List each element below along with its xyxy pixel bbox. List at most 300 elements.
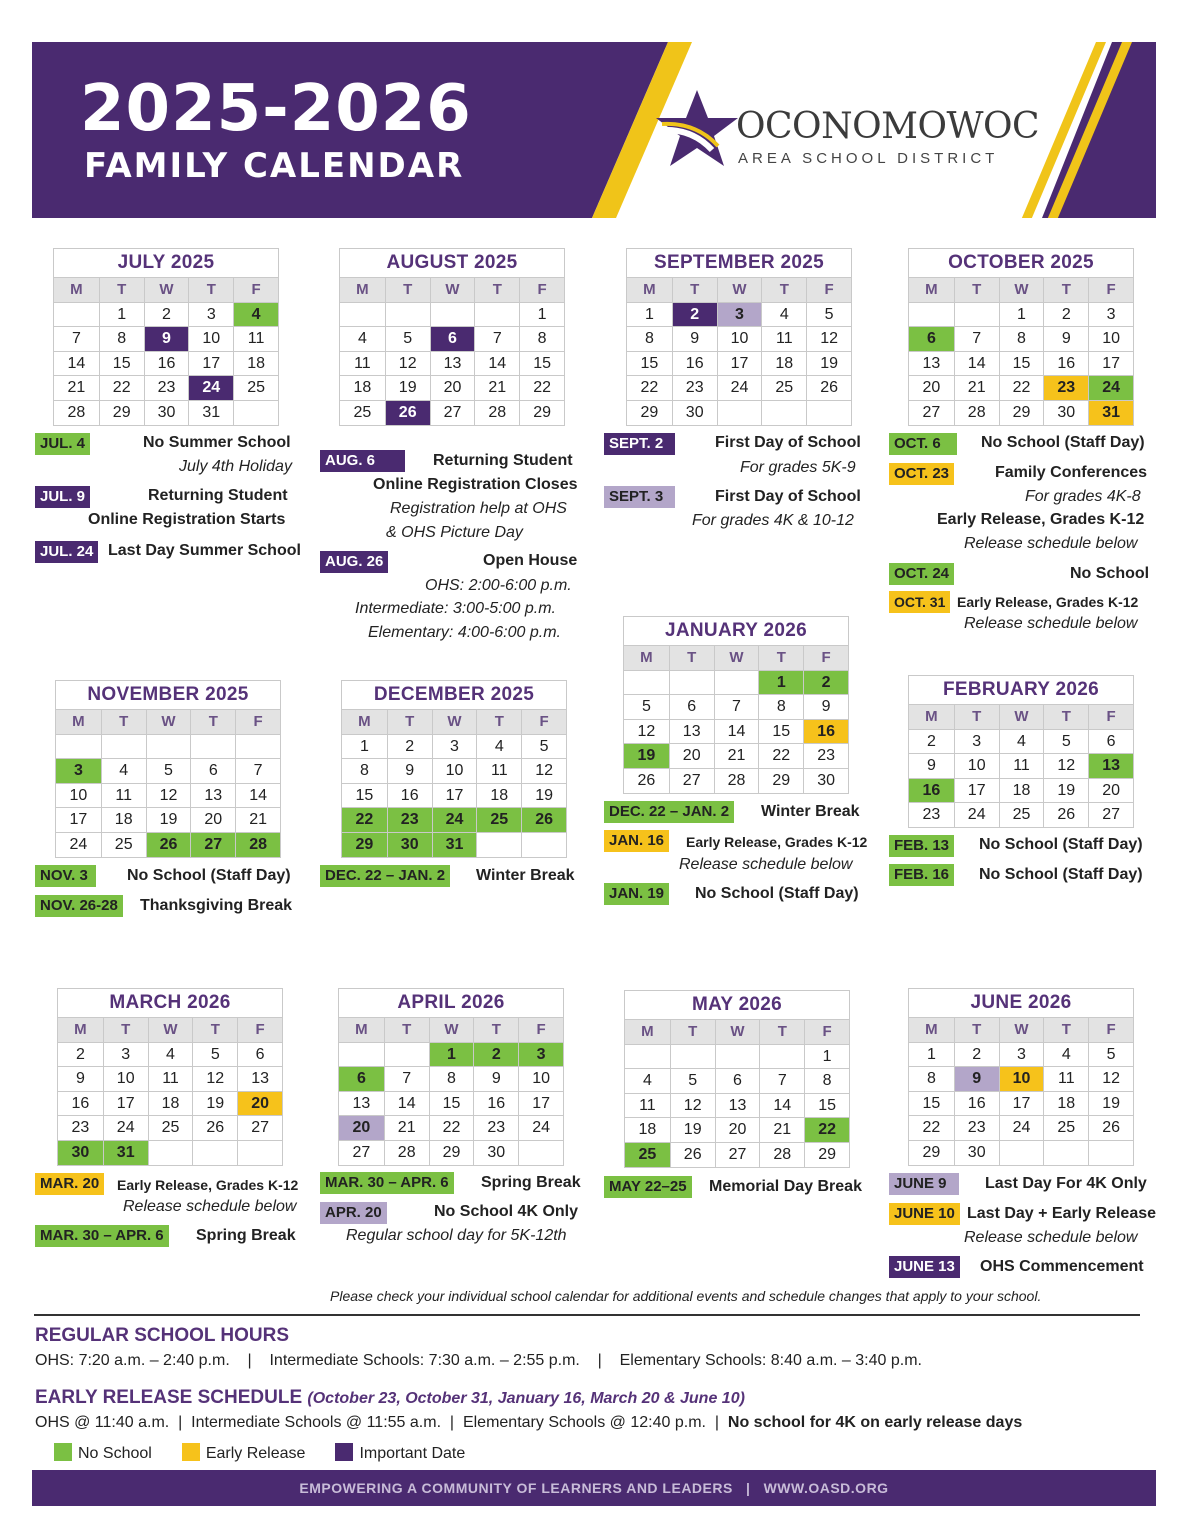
event-tag bbox=[320, 450, 405, 472]
day-cell: 17 bbox=[188, 351, 233, 376]
day-cell: 8 bbox=[627, 326, 672, 351]
date-tag: SEPT. 2 bbox=[604, 433, 675, 455]
calendar-june-2026 bbox=[908, 988, 1134, 1166]
day-cell bbox=[761, 400, 806, 425]
weekday-header: M bbox=[340, 277, 385, 302]
early-release-line bbox=[35, 1414, 1022, 1432]
date-tag: NOV. 26-28 bbox=[35, 895, 123, 917]
day-cell: 15 bbox=[804, 1093, 849, 1118]
day-cell bbox=[476, 832, 521, 857]
event-tag bbox=[889, 563, 954, 585]
day-cell: 16 bbox=[672, 351, 717, 376]
day-cell: 26 bbox=[521, 807, 566, 832]
day-cell: 20 bbox=[339, 1115, 384, 1140]
day-cell: 6 bbox=[237, 1042, 282, 1067]
day-cell bbox=[192, 1140, 237, 1165]
day-cell: 15 bbox=[909, 1091, 954, 1116]
day-cell: 19 bbox=[1088, 1091, 1133, 1116]
day-cell: 1 bbox=[429, 1042, 474, 1067]
weekday-header: T bbox=[101, 709, 146, 734]
weekday-header: T bbox=[192, 1017, 237, 1042]
day-cell: 5 bbox=[670, 1068, 715, 1093]
weekday-header: F bbox=[233, 277, 278, 302]
event-text: Winter Break bbox=[476, 867, 575, 884]
calendar-grid bbox=[909, 1017, 1133, 1165]
day-cell: 27 bbox=[909, 400, 954, 425]
date-tag: JUL. 24 bbox=[35, 541, 98, 563]
date-tag: MAR. 30 – APR. 6 bbox=[320, 1172, 454, 1194]
day-cell: 13 bbox=[339, 1091, 384, 1116]
day-cell: 5 bbox=[806, 302, 851, 327]
date-tag: JUL. 9 bbox=[35, 486, 90, 508]
day-cell: 12 bbox=[192, 1066, 237, 1091]
day-cell: 9 bbox=[803, 694, 848, 719]
day-cell: 17 bbox=[103, 1091, 148, 1116]
calendar-july-2025 bbox=[53, 248, 279, 426]
day-cell: 18 bbox=[233, 351, 278, 376]
day-cell: 25 bbox=[625, 1142, 670, 1167]
calendar-title: MARCH 2026 bbox=[109, 992, 231, 1013]
day-cell bbox=[1088, 1140, 1133, 1165]
calendar-november-2025 bbox=[55, 680, 281, 858]
day-cell: 26 bbox=[385, 400, 430, 425]
day-cell: 25 bbox=[761, 375, 806, 400]
weekday-header: T bbox=[670, 1019, 715, 1044]
weekday-header: M bbox=[339, 1017, 384, 1042]
weekday-header: M bbox=[909, 704, 954, 729]
day-cell: 21 bbox=[474, 375, 519, 400]
event-tag bbox=[35, 1225, 169, 1247]
day-cell: 30 bbox=[387, 832, 432, 857]
day-cell: 4 bbox=[148, 1042, 193, 1067]
day-cell: 17 bbox=[432, 783, 477, 808]
hours-heading: REGULAR SCHOOL HOURS bbox=[35, 1325, 290, 1346]
event-tag bbox=[604, 486, 675, 508]
day-cell: 24 bbox=[518, 1115, 563, 1140]
day-cell bbox=[999, 1140, 1044, 1165]
calendar-title: DECEMBER 2025 bbox=[373, 684, 535, 705]
calendar-august-2025 bbox=[339, 248, 565, 426]
weekday-header: F bbox=[1088, 277, 1133, 302]
day-cell: 20 bbox=[1088, 778, 1133, 803]
weekday-header: F bbox=[519, 277, 564, 302]
day-cell: 11 bbox=[340, 351, 385, 376]
day-cell: 17 bbox=[518, 1091, 563, 1116]
weekday-header: T bbox=[387, 709, 432, 734]
event-text: Open House bbox=[483, 552, 578, 569]
weekday-header: W bbox=[717, 277, 762, 302]
day-cell bbox=[384, 1042, 429, 1067]
day-cell: 3 bbox=[1088, 302, 1133, 327]
weekday-header: T bbox=[474, 277, 519, 302]
weekday-header: T bbox=[190, 709, 235, 734]
day-cell: 19 bbox=[521, 783, 566, 808]
day-cell bbox=[759, 1044, 804, 1069]
event-text: Returning Student bbox=[148, 487, 288, 504]
calendar-grid bbox=[340, 277, 564, 425]
day-cell bbox=[715, 1044, 760, 1069]
day-cell: 18 bbox=[1043, 1091, 1088, 1116]
day-cell: 2 bbox=[672, 302, 717, 327]
day-cell: 25 bbox=[148, 1115, 193, 1140]
day-cell bbox=[714, 670, 759, 695]
event-text: No School (Staff Day) bbox=[127, 867, 291, 884]
day-cell: 12 bbox=[1043, 753, 1088, 778]
day-cell: 19 bbox=[624, 743, 669, 768]
day-cell: 12 bbox=[1088, 1066, 1133, 1091]
day-cell: 9 bbox=[909, 753, 954, 778]
date-tag: OCT. 24 bbox=[889, 563, 954, 585]
day-cell: 27 bbox=[715, 1142, 760, 1167]
day-cell: 15 bbox=[342, 783, 387, 808]
day-cell: 26 bbox=[146, 832, 191, 857]
day-cell bbox=[235, 734, 280, 759]
event-text: Last Day + Early Release bbox=[967, 1205, 1157, 1222]
event-text: Family Conferences bbox=[995, 464, 1148, 481]
weekday-header: F bbox=[237, 1017, 282, 1042]
event-subtext: & OHS Picture Day bbox=[386, 524, 523, 541]
day-cell: 28 bbox=[954, 400, 999, 425]
event-subtext: For grades 4K & 10-12 bbox=[692, 512, 854, 529]
day-cell: 17 bbox=[999, 1091, 1044, 1116]
legend-label: Important Date bbox=[359, 1445, 466, 1462]
day-cell: 15 bbox=[99, 351, 144, 376]
day-cell: 2 bbox=[909, 729, 954, 754]
date-tag: MAR. 20 bbox=[35, 1173, 104, 1195]
event-tag bbox=[320, 1202, 387, 1224]
weekday-header: T bbox=[188, 277, 233, 302]
day-cell: 16 bbox=[387, 783, 432, 808]
date-tag: JAN. 19 bbox=[604, 883, 669, 905]
calendar-title: JULY 2025 bbox=[117, 252, 215, 273]
day-cell: 2 bbox=[1043, 302, 1088, 327]
weekday-header: F bbox=[803, 645, 848, 670]
day-cell: 29 bbox=[342, 832, 387, 857]
day-cell: 20 bbox=[715, 1117, 760, 1142]
day-cell: 8 bbox=[99, 326, 144, 351]
day-cell: 27 bbox=[1088, 802, 1133, 827]
day-cell bbox=[56, 734, 101, 759]
event-tag bbox=[604, 883, 669, 905]
day-cell: 14 bbox=[384, 1091, 429, 1116]
day-cell: 11 bbox=[101, 783, 146, 808]
date-tag: OCT. 23 bbox=[889, 463, 954, 485]
day-cell: 18 bbox=[101, 807, 146, 832]
event-tag bbox=[35, 433, 90, 455]
day-cell: 6 bbox=[339, 1066, 384, 1091]
day-cell: 19 bbox=[806, 351, 851, 376]
event-tag bbox=[35, 895, 123, 917]
weekday-header: W bbox=[999, 277, 1044, 302]
calendar-title: NOVEMBER 2025 bbox=[87, 684, 249, 705]
weekday-header: M bbox=[58, 1017, 103, 1042]
event-tag bbox=[889, 835, 954, 857]
event-text: No School 4K Only bbox=[434, 1203, 579, 1220]
weekday-header: T bbox=[1043, 1017, 1088, 1042]
weekday-header: F bbox=[518, 1017, 563, 1042]
day-cell: 22 bbox=[804, 1117, 849, 1142]
day-cell bbox=[430, 302, 475, 327]
event-text: Online Registration Starts bbox=[88, 511, 286, 528]
day-cell: 26 bbox=[1088, 1115, 1133, 1140]
day-cell: 11 bbox=[233, 326, 278, 351]
calendar-february-2026 bbox=[908, 675, 1134, 828]
day-cell: 13 bbox=[430, 351, 475, 376]
day-cell: 28 bbox=[384, 1140, 429, 1165]
footer-note: Please check your individual school calendar for additional events and schedule changes that apply to your school. bbox=[330, 1288, 1042, 1304]
day-cell: 22 bbox=[429, 1115, 474, 1140]
event-text: First Day of School bbox=[715, 488, 861, 505]
day-cell: 22 bbox=[627, 375, 672, 400]
day-cell: 7 bbox=[474, 326, 519, 351]
day-cell: 22 bbox=[758, 743, 803, 768]
day-cell bbox=[146, 734, 191, 759]
day-cell: 13 bbox=[669, 719, 714, 744]
calendar-grid bbox=[58, 1017, 282, 1165]
weekday-header: T bbox=[99, 277, 144, 302]
event-text: Spring Break bbox=[196, 1227, 296, 1244]
weekday-header: W bbox=[429, 1017, 474, 1042]
event-tag bbox=[35, 865, 96, 887]
date-tag: JUNE 13 bbox=[889, 1256, 960, 1278]
weekday-header: W bbox=[432, 709, 477, 734]
event-tag bbox=[35, 1173, 104, 1195]
day-cell: 31 bbox=[1088, 400, 1133, 425]
day-cell: 1 bbox=[99, 302, 144, 327]
day-cell: 30 bbox=[473, 1140, 518, 1165]
day-cell: 22 bbox=[519, 375, 564, 400]
day-cell: 15 bbox=[429, 1091, 474, 1116]
day-cell: 4 bbox=[625, 1068, 670, 1093]
day-cell: 30 bbox=[672, 400, 717, 425]
event-subtext: Regular school day for 5K-12th bbox=[346, 1227, 567, 1244]
day-cell: 22 bbox=[342, 807, 387, 832]
day-cell: 30 bbox=[803, 768, 848, 793]
event-text: No School bbox=[1070, 565, 1150, 582]
calendar-grid bbox=[56, 709, 280, 857]
calendar-grid bbox=[54, 277, 278, 425]
page-subtitle: FAMILY CALENDAR bbox=[84, 146, 465, 186]
weekday-header: F bbox=[1088, 1017, 1133, 1042]
day-cell: 14 bbox=[54, 351, 99, 376]
event-text: Early Release, Grades K-12 bbox=[686, 834, 868, 850]
date-tag: MAY 22–25 bbox=[604, 1176, 692, 1198]
event-subtext: Intermediate: 3:00-5:00 p.m. bbox=[355, 600, 556, 617]
weekday-header: M bbox=[54, 277, 99, 302]
event-tag bbox=[320, 1172, 454, 1194]
day-cell: 11 bbox=[625, 1093, 670, 1118]
day-cell bbox=[624, 670, 669, 695]
weekday-header: T bbox=[103, 1017, 148, 1042]
weekday-header: T bbox=[384, 1017, 429, 1042]
day-cell: 14 bbox=[235, 783, 280, 808]
day-cell: 4 bbox=[340, 326, 385, 351]
event-text: OHS Commencement bbox=[980, 1258, 1144, 1275]
day-cell: 22 bbox=[999, 375, 1044, 400]
weekday-header: F bbox=[1088, 704, 1133, 729]
day-cell: 2 bbox=[387, 734, 432, 759]
day-cell: 25 bbox=[340, 400, 385, 425]
day-cell: 6 bbox=[909, 326, 954, 351]
day-cell: 4 bbox=[101, 758, 146, 783]
event-tag bbox=[889, 591, 950, 613]
day-cell: 26 bbox=[624, 768, 669, 793]
day-cell: 23 bbox=[909, 802, 954, 827]
day-cell: 20 bbox=[190, 807, 235, 832]
day-cell: 24 bbox=[188, 375, 233, 400]
day-cell: 16 bbox=[1043, 351, 1088, 376]
day-cell: 26 bbox=[192, 1115, 237, 1140]
event-tag bbox=[604, 1176, 692, 1198]
day-cell: 29 bbox=[99, 400, 144, 425]
day-cell: 1 bbox=[804, 1044, 849, 1069]
weekday-header: T bbox=[1043, 704, 1088, 729]
date-tag: DEC. 22 – JAN. 2 bbox=[320, 865, 450, 887]
day-cell: 28 bbox=[235, 832, 280, 857]
calendar-title: FEBRUARY 2026 bbox=[943, 679, 1099, 700]
day-cell: 12 bbox=[670, 1093, 715, 1118]
day-cell: 24 bbox=[1088, 375, 1133, 400]
day-cell: 29 bbox=[429, 1140, 474, 1165]
day-cell: 10 bbox=[103, 1066, 148, 1091]
calendar-april-2026 bbox=[338, 988, 564, 1166]
district-name: OCONOMOWOC bbox=[736, 106, 1040, 147]
weekday-header: F bbox=[235, 709, 280, 734]
day-cell: 20 bbox=[430, 375, 475, 400]
event-tag bbox=[889, 1256, 960, 1278]
day-cell: 23 bbox=[954, 1115, 999, 1140]
calendar-march-2026 bbox=[57, 988, 283, 1166]
yellow-swatch-icon bbox=[182, 1443, 200, 1461]
date-tag: APR. 20 bbox=[320, 1202, 387, 1224]
calendar-title: APRIL 2026 bbox=[397, 992, 505, 1013]
date-tag: AUG. 6 bbox=[320, 450, 405, 472]
event-text: Winter Break bbox=[761, 803, 860, 820]
calendar-grid bbox=[627, 277, 851, 425]
day-cell: 9 bbox=[387, 758, 432, 783]
weekday-header: T bbox=[385, 277, 430, 302]
day-cell: 10 bbox=[56, 783, 101, 808]
date-tag: FEB. 16 bbox=[889, 864, 954, 886]
day-cell: 18 bbox=[625, 1117, 670, 1142]
weekday-header: W bbox=[715, 1019, 760, 1044]
day-cell: 7 bbox=[759, 1068, 804, 1093]
day-cell: 9 bbox=[473, 1066, 518, 1091]
weekday-header: M bbox=[627, 277, 672, 302]
day-cell: 23 bbox=[387, 807, 432, 832]
calendar-grid bbox=[625, 1019, 849, 1167]
day-cell: 3 bbox=[56, 758, 101, 783]
day-cell: 13 bbox=[715, 1093, 760, 1118]
legend-label: Early Release bbox=[205, 1445, 306, 1462]
day-cell: 15 bbox=[758, 719, 803, 744]
day-cell: 12 bbox=[521, 758, 566, 783]
event-tag bbox=[35, 541, 98, 563]
day-cell: 17 bbox=[717, 351, 762, 376]
green-swatch-icon bbox=[54, 1443, 72, 1461]
day-cell bbox=[148, 1140, 193, 1165]
day-cell: 6 bbox=[430, 326, 475, 351]
day-cell: 27 bbox=[190, 832, 235, 857]
day-cell: 9 bbox=[672, 326, 717, 351]
day-cell: 4 bbox=[1043, 1042, 1088, 1067]
event-text: Online Registration Closes bbox=[373, 476, 578, 493]
day-cell: 10 bbox=[188, 326, 233, 351]
day-cell: 1 bbox=[999, 302, 1044, 327]
day-cell: 16 bbox=[909, 778, 954, 803]
day-cell: 26 bbox=[1043, 802, 1088, 827]
event-text: Early Release, Grades K-12 bbox=[937, 511, 1145, 528]
day-cell: 27 bbox=[669, 768, 714, 793]
day-cell: 19 bbox=[385, 375, 430, 400]
day-cell: 5 bbox=[624, 694, 669, 719]
weekday-header: M bbox=[342, 709, 387, 734]
event-tag bbox=[889, 433, 957, 455]
day-cell: 18 bbox=[340, 375, 385, 400]
event-text: No School (Staff Day) bbox=[979, 866, 1143, 883]
day-cell: 24 bbox=[954, 802, 999, 827]
event-text: No School (Staff Day) bbox=[695, 885, 859, 902]
event-subtext: For grades 5K-9 bbox=[740, 459, 856, 476]
legend-item-important-date bbox=[335, 1443, 465, 1463]
date-tag: OCT. 31 bbox=[889, 591, 950, 613]
day-cell: 17 bbox=[954, 778, 999, 803]
date-tag: AUG. 26 bbox=[320, 551, 388, 573]
weekday-header: T bbox=[954, 704, 999, 729]
day-cell: 28 bbox=[474, 400, 519, 425]
day-cell bbox=[954, 302, 999, 327]
event-subtext: Registration help at OHS bbox=[390, 500, 567, 517]
weekday-header: T bbox=[758, 645, 803, 670]
day-cell: 22 bbox=[909, 1115, 954, 1140]
date-tag: JUL. 4 bbox=[35, 433, 90, 455]
event-tag bbox=[320, 865, 450, 887]
day-cell bbox=[54, 302, 99, 327]
day-cell: 10 bbox=[717, 326, 762, 351]
day-cell: 29 bbox=[909, 1140, 954, 1165]
day-cell: 8 bbox=[519, 326, 564, 351]
day-cell bbox=[806, 400, 851, 425]
footer-tagline: EMPOWERING A COMMUNITY OF LEARNERS AND LEADERS | WWW.OASD.ORG bbox=[32, 1470, 1156, 1506]
day-cell bbox=[385, 302, 430, 327]
day-cell: 7 bbox=[714, 694, 759, 719]
event-subtext: Release schedule below bbox=[964, 615, 1138, 632]
day-cell: 1 bbox=[342, 734, 387, 759]
day-cell: 20 bbox=[669, 743, 714, 768]
weekday-header: T bbox=[669, 645, 714, 670]
day-cell bbox=[339, 1042, 384, 1067]
day-cell: 5 bbox=[521, 734, 566, 759]
divider bbox=[34, 1314, 1140, 1316]
day-cell: 31 bbox=[432, 832, 477, 857]
event-tag bbox=[889, 463, 954, 485]
day-cell: 22 bbox=[99, 375, 144, 400]
event-tag bbox=[320, 551, 388, 573]
day-cell: 21 bbox=[54, 375, 99, 400]
day-cell: 28 bbox=[54, 400, 99, 425]
weekday-header: T bbox=[672, 277, 717, 302]
day-cell: 3 bbox=[518, 1042, 563, 1067]
day-cell: 9 bbox=[954, 1066, 999, 1091]
weekday-header: T bbox=[761, 277, 806, 302]
day-cell: 2 bbox=[58, 1042, 103, 1067]
event-text: Early Release, Grades K-12 bbox=[957, 594, 1139, 610]
day-cell: 29 bbox=[627, 400, 672, 425]
date-tag: SEPT. 3 bbox=[604, 486, 675, 508]
weekday-header: W bbox=[144, 277, 189, 302]
weekday-header: W bbox=[714, 645, 759, 670]
day-cell bbox=[521, 832, 566, 857]
